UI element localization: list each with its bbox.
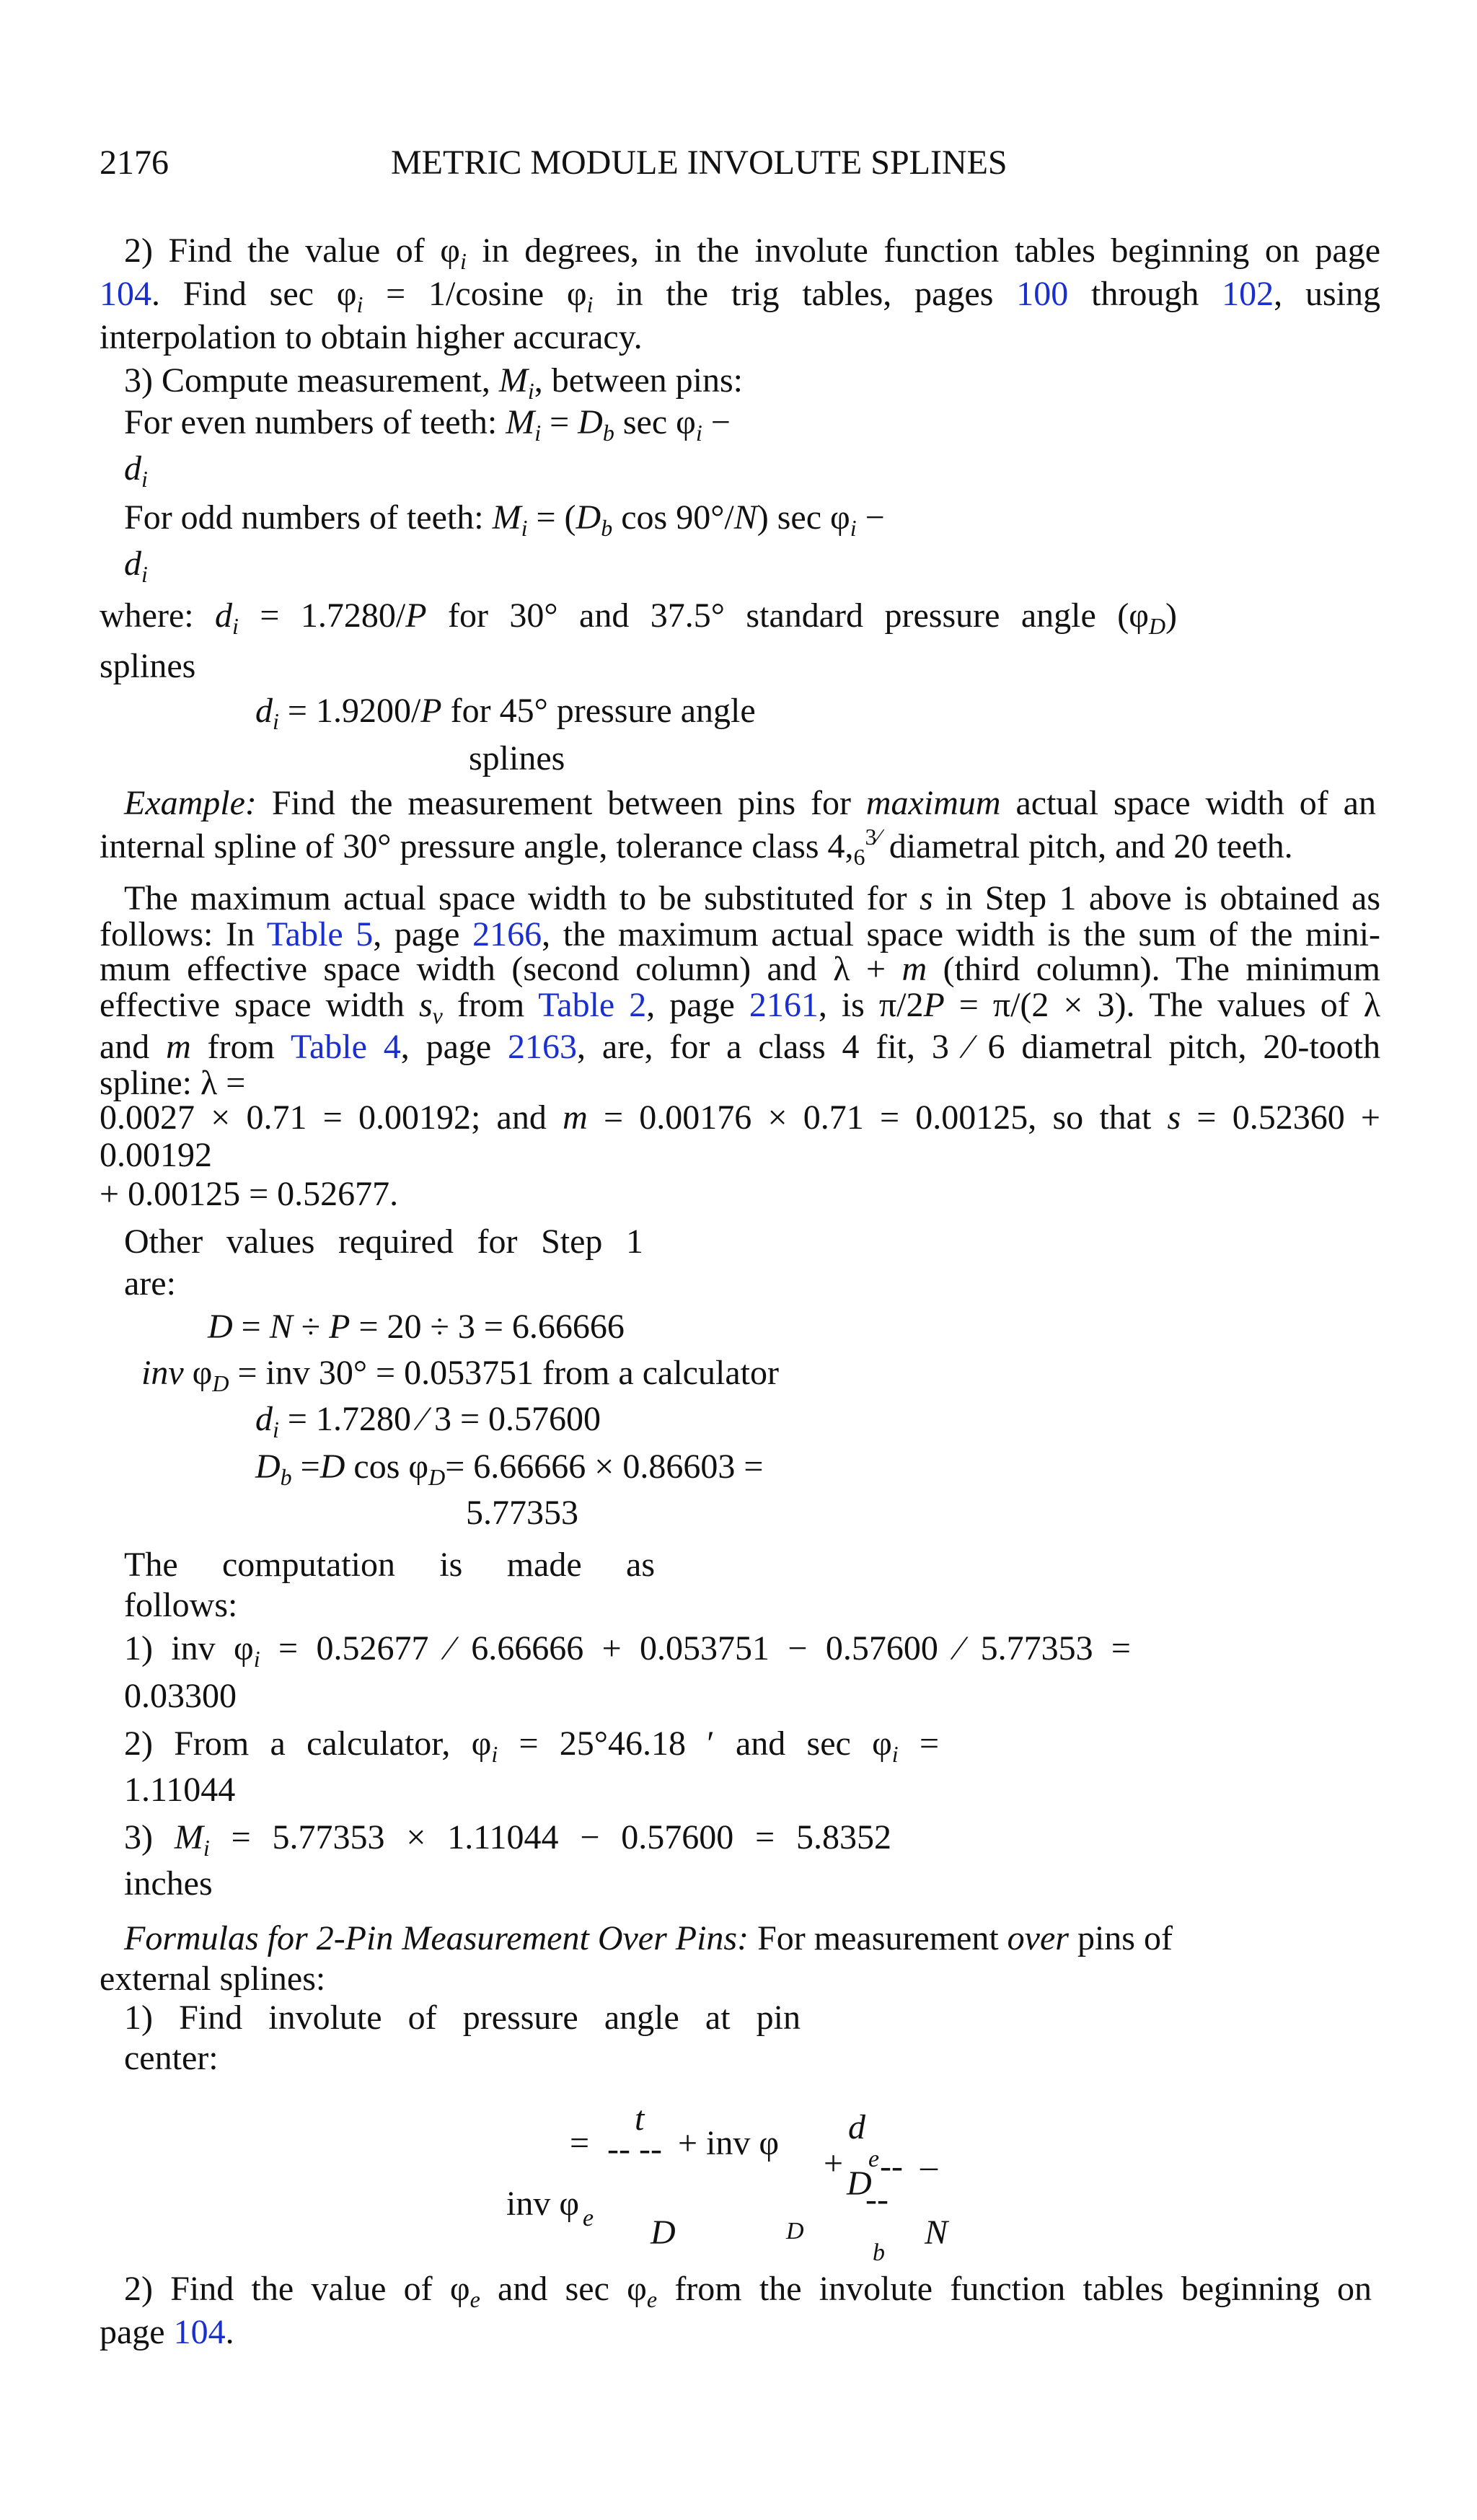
running-title: METRIC MODULE INVOLUTE SPLINES: [391, 144, 1008, 182]
step3-line: 3) Compute measurement, $M_i$, between pins:: [124, 361, 744, 404]
step2-line2: 104. Find $\sec \varphi_i = 1/cosine$ $\varphi_i$ in the trig tables, pages 100 through 102, using: [100, 275, 1381, 317]
link-page-2161[interactable]: 2161: [749, 986, 819, 1024]
even-teeth-formula: For even numbers of teeth: $M_i = D_b$ $\sec \varphi_i$ −: [124, 403, 731, 446]
di-45-line: $d_i = 1.9200/P$ for 45° pressure angle: [255, 692, 756, 734]
link-table-4[interactable]: Table 4: [290, 1028, 401, 1066]
splines-1: splines: [100, 647, 196, 685]
eq-D: D = N ÷ P = 20 ÷ 3 = 6.66666: [208, 1308, 625, 1346]
example-line1: Example: Find the measurement between pins for maximum actual space width of an: [124, 784, 1376, 822]
para-line4: effective space width $s_v$ from Table 2, page 2161, is π/2P = π/(2 × 3). The values of λ: [100, 986, 1381, 1028]
comp-step2: 2) From a calculator, $\varphi_i = 25^\circ 46.18$ ′ and $\sec \varphi_i$ =: [124, 1724, 940, 1767]
comp-step2-value: 1.11044: [124, 1771, 236, 1809]
other-values-1: Other values required for Step 1: [124, 1222, 643, 1261]
step2-line1: 2) Find the value of $\varphi_i$ in degrees, in the involute function tables beginning on page: [124, 232, 1380, 274]
odd-teeth-formula: For odd numbers of teeth: $M_i = (D_b$ cos 90°/N) $\sec \varphi_i$ −: [124, 498, 885, 541]
comp-step1: 1) inv $\varphi_i = 0.52677$ ⁄ 6.66666 + 0.053751 − 0.57600 ⁄ 5.77353 =: [124, 1629, 1132, 1672]
formula-step1: 1) Find involute of pressure angle at pin: [124, 1999, 801, 2037]
para-line5: and m from Table 4, page 2163, are, for a class 4 fit, 3 ⁄ 6 diametral pitch, 20-tooth: [100, 1028, 1380, 1066]
para-line2: follows: In Table 5, page 2166, the maximum actual space width is the sum of the mini-: [100, 915, 1381, 953]
para-line7: 0.0027 × 0.71 = 0.00192; and m = 0.00176 × 0.71 = 0.00125, so that s = 0.52360 +: [100, 1098, 1381, 1137]
para-line3: mum effective space width (second column) and λ + m (third column). The minimum: [100, 950, 1380, 988]
formulas-heading: Formulas for 2-Pin Measurement Over Pins: For measurement over pins of: [124, 1919, 1173, 1957]
computation-1: The computation is made as: [124, 1546, 655, 1584]
link-page-2166[interactable]: 2166: [472, 915, 542, 953]
eq-di: $d_i = 1.7280$ ⁄ 3 = 0.57600: [255, 1400, 601, 1442]
example-line2: internal spline of 30° pressure angle, tolerance class $4,_6^{3⁄}$ diametral pitch, and 20 teeth.: [100, 824, 1293, 870]
final-step-line1: 2) Find the value of $\varphi_e$ and $\sec \varphi_e$ from the involute function tables beginning on: [124, 2270, 1372, 2312]
link-page-104[interactable]: 104: [100, 275, 151, 313]
page-number: 2176: [100, 144, 169, 182]
where-line: where: $d_i = 1.7280/P$ for 30° and 37.5° standard pressure angle $(\varphi_D)$: [100, 596, 1178, 639]
para-line6: spline: λ =: [100, 1064, 246, 1102]
document-page: 2176 METRIC MODULE INVOLUTE SPLINES 2) Find the value of $\varphi_i$ in degrees, in the involute function tables beginning on page 104. Find $\sec \varphi_i = 1/cosine$ $\varphi_i$ in the trig tables, pages 100 through 102, using interpolation to obtain higher accuracy. 3) Compute measurement, $M_i$, between pins: For even numbers of teeth: $M_i = D_b$ $\sec \varphi_i$ − $d_i$ For odd numbers of teeth: $M_i = (D_b$ cos 90°/N) $\sec \varphi_i$ − $d_i$ where: $d_i = 1.7280/P$ for 30° and 37.5° standard pressure angle $(\varphi_D)$ splines $d_i = 1.9200/P$ for 45° pressure angle splines Example: Find the measurement between pins for maximum actual space width of an internal spline of 30° pressure angle, tolerance class $4,_6^{3⁄}$ diametral pitch, and 20 teeth. The maximum actual space width to be substituted for s in Step 1 above is obtained as follows: In Table 5, page 2166, the maximum actual space width is the sum of the mini- mum effective space width (second column) and λ + m (third column). The minimum effective space width $s_v$ from Table 2, page 2161, is π/2P = π/(2 × 3). The values of λ and m from Table 4, page 2163, are, for a class 4 fit, 3 ⁄ 6 diametral pitch, 20-tooth spline: λ = 0.0027 × 0.71 = 0.00192; and m = 0.00176 × 0.71 = 0.00125, so that s = 0.52360 + 0.00192 + 0.00125 = 0.52677. Other values required for Step 1 are: D = N ÷ P = 20 ÷ 3 = 6.66666 inv $\varphi_D$ = inv 30° = 0.053751 from a calculator $d_i = 1.7280$ ⁄ 3 = 0.57600 $D_b =D$ $\cos \varphi_D= 6.66666 \times 0.86603$ = 5.77353 The computation is made as follows: 1) inv $\varphi_i = 0.52677$ ⁄ 6.66666 + 0.053751 − 0.57600 ⁄ 5.77353 = 0.03300 2) From a calculator, $\varphi_i = 25^\circ 46.18$ ′ and $\sec \varphi_i$ = 1.11044 3) $M_i = 5.77353 \times 1.11044 - 0.57600 = 5.8352$ inches Formulas for 2-Pin Measurement Over Pins: For measurement over pins of external splines: 1) Find involute of pressure angle at pin center: = t -- -- + inv φ d e + -- – D -- inv φ e D D b N 2) Find the value of $\varphi_e$ and $\sec \varphi_e$ from the involute function tables beginning on page 104.: [100, 144, 1381, 2351]
link-page-100[interactable]: 100: [1016, 275, 1069, 313]
odd-di: $d_i$: [124, 545, 148, 587]
link-table-5[interactable]: Table 5: [266, 915, 374, 953]
computation-2: follows:: [124, 1586, 238, 1624]
comp-step1-value: 0.03300: [124, 1677, 237, 1715]
link-page-102[interactable]: 102: [1222, 275, 1274, 313]
para-line8: 0.00192: [100, 1136, 212, 1174]
link-page-104-b[interactable]: 104: [173, 2313, 226, 2351]
link-page-2163[interactable]: 2163: [508, 1028, 578, 1066]
eq-inv-phiD: inv $\varphi_D$ = inv 30° = 0.053751 from a calculator: [141, 1354, 779, 1396]
formulas-line2: external splines:: [100, 1960, 326, 1998]
final-step-line2: page 104.: [100, 2313, 234, 2351]
eq-Db: $D_b =D$ $\cos \varphi_D= 6.66666 \times 0.86603$ =: [255, 1448, 764, 1490]
link-table-2[interactable]: Table 2: [538, 986, 647, 1024]
other-values-2: are:: [124, 1264, 176, 1303]
splines-2: splines: [469, 739, 565, 777]
para-line9: + 0.00125 = 0.52677.: [100, 1175, 399, 1213]
para-line1: The maximum actual space width to be substituted for s in Step 1 above is obtained as: [124, 879, 1381, 917]
step2-line3: interpolation to obtain higher accuracy.: [100, 318, 643, 356]
even-di: $d_i$: [124, 449, 148, 492]
formula-step1b: center:: [124, 2039, 219, 2077]
eq-Db-value: 5.77353: [466, 1494, 578, 1532]
comp-step3-unit: inches: [124, 1864, 213, 1903]
comp-step3: 3) $M_i = 5.77353 \times 1.11044 - 0.57600 = 5.8352$: [124, 1818, 892, 1861]
